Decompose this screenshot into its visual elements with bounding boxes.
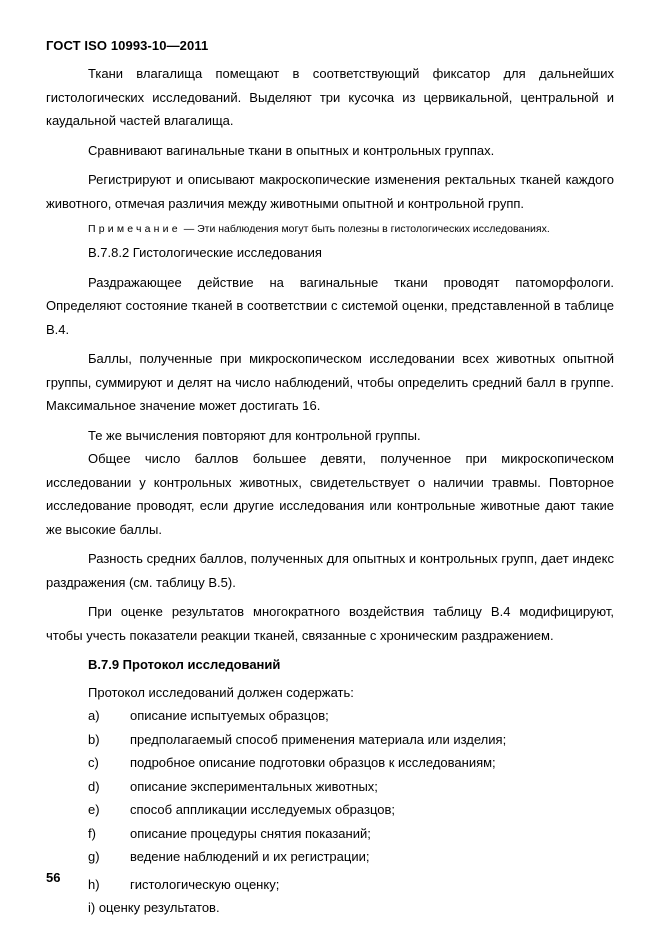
list-text: ведение наблюдений и их регистрации; [130, 849, 370, 864]
list-marker: e) [88, 802, 100, 817]
document-header: ГОСТ ISO 10993-10—2011 [46, 38, 209, 53]
note-text: — Эти наблюдения могут быть полезны в гистологических исследованиях. [180, 223, 550, 235]
list-marker: а) [88, 708, 100, 723]
paragraph-6: Те же вычисления повторяют для контрольной группы. [88, 427, 421, 443]
paragraph-9: При оценке результатов многократного воздействия таблицу В.4 модифицируют, чтобы учесть показатели реакции тканей, связанные с хроническим раздражением. [46, 604, 614, 643]
paragraph-3: Регистрируют и описывают макроскопические изменения ректальных тканей каждого животного, отмечая различия между животными опытной и контрольной групп. [46, 172, 614, 211]
list-item [46, 873, 614, 897]
list-text: способ аппликации исследуемых образцов; [130, 802, 395, 817]
note [46, 219, 614, 239]
list-marker: b) [88, 731, 100, 747]
list-marker: f) [88, 825, 96, 841]
subheading: В.7.8.2 Гистологические исследования [88, 245, 322, 260]
list-text: предполагаемый способ применения материала или изделия; [130, 731, 507, 747]
paragraph-2: Сравнивают вагинальные ткани в опытных и контрольных группах. [88, 142, 495, 158]
list-item [46, 822, 614, 846]
list-item [46, 728, 614, 752]
paragraph-5: Баллы, полученные при микроскопическом исследовании всех животных опытной группы, суммируют и делят на число наблюдений, чтобы определить средний балл в группе. Максимальное значение может достигать 16. [46, 351, 614, 413]
document-body [46, 62, 614, 920]
list-marker: d) [88, 778, 100, 794]
list-text: описание процедуры снятия показаний; [130, 825, 371, 841]
list-text: описание экспериментальных животных; [130, 778, 378, 794]
list-marker: c) [88, 755, 99, 770]
section-intro: Протокол исследований должен содержать: [88, 684, 354, 700]
list-item [46, 704, 614, 728]
paragraph-7: Общее число баллов большее девяти, полученное при микроскопическом исследовании у контрольных животных, свидетельствует о наличии травмы. Повторное исследование проводят, если другие исследования или контрольные животные дают такие же высокие баллы. [46, 451, 614, 537]
list-item [46, 775, 614, 799]
list-text: подробное описание подготовки образцов к исследованиям; [130, 755, 496, 770]
list-text: описание испытуемых образцов; [130, 708, 329, 723]
list-item-last: i) оценку результатов. [88, 900, 220, 915]
list-marker: h) [88, 876, 100, 892]
paragraph-4: Раздражающее действие на вагинальные ткани проводят патоморфологи. Определяют состояние тканей в соответствии с системой оценки, представленной в таблице В.4. [46, 274, 614, 337]
paragraph-1: Ткани влагалища помещают в соответствующий фиксатор для дальнейших гистологических исследований. Выделяют три кусочка из цервикальной, центральной и каудальной частей влагалища. [46, 66, 614, 128]
list-text: гистологическую оценку; [130, 876, 280, 892]
note-label: Примечание [88, 223, 181, 235]
list-item [46, 751, 614, 775]
list-item [46, 798, 614, 822]
list-marker: g) [88, 849, 100, 864]
list-item [46, 845, 614, 869]
paragraph-8: Разность средних баллов, полученных для опытных и контрольных групп, дает индекс раздражения (см. таблицу В.5). [46, 551, 614, 590]
protocol-list [46, 704, 614, 896]
page-number: 56 [46, 870, 61, 885]
section-title: В.7.9 Протокол исследований [88, 657, 281, 672]
